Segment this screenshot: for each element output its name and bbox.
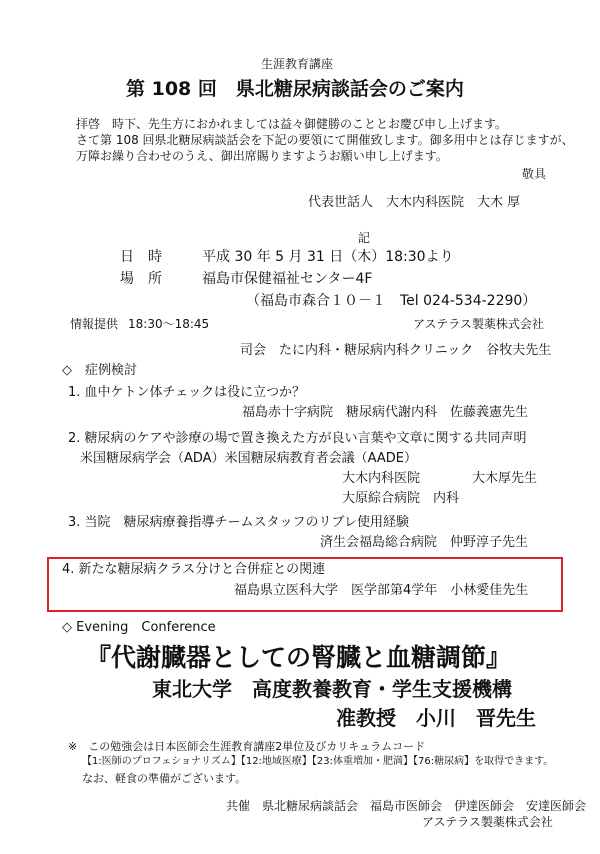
note-line-2: 【1:医師のプロフェショナリズム】【12:地域医療】【23:体重増加・肥満】【76:糖尿病】を取得できます。 xyxy=(82,756,554,767)
series-label: 生涯教育講座 xyxy=(261,57,334,71)
case-2-presenter-1-name: 大木厚先生 xyxy=(472,471,538,486)
case-2-subtitle: 米国糖尿病学会（ADA）米国糖尿病教育者会議（AADE） xyxy=(80,451,417,466)
case-1-presenter: 福島赤十字病院 糖尿病代謝内科 佐藤義憲先生 xyxy=(242,405,529,420)
greeting-line-3: 万障お繰り合わせのうえ、御出席賜りますようお願い申し上げます。 xyxy=(76,149,448,163)
address: （福島市森合１０－１ Tel 024-534-2290） xyxy=(246,293,537,309)
info-time: 18:30～18:45 xyxy=(128,317,210,331)
info-company: アステラス製薬株式会社 xyxy=(413,317,544,331)
case-4-title: 4. 新たな糖尿病クラス分けと合併症との関連 xyxy=(62,562,326,577)
greeting-closing: 敬具 xyxy=(522,167,547,181)
case-4-presenter: 福島県立医科大学 医学部第4学年 小林愛佳先生 xyxy=(234,583,529,598)
lecture-speaker: 准教授 小川 晋先生 xyxy=(336,706,536,730)
footer-company: アステラス製薬株式会社 xyxy=(422,815,553,829)
place-value: 福島市保健福祉センター4F xyxy=(202,271,373,287)
representative: 代表世話人 大木内科医院 大木 厚 xyxy=(308,195,521,210)
note-line-1: ※ この勉強会は日本医師会生涯教育講座2単位及びカリキュラムコード xyxy=(68,740,426,753)
section-evening-conference: ◇ Evening Conference xyxy=(62,620,216,635)
greeting-line-1: 拝啓 時下、先生方におかれましては益々御健勝のこととお慶び申し上げます。 xyxy=(76,117,508,131)
date-value: 平成 30 年 5 月 31 日（木）18:30より xyxy=(202,249,454,265)
lecture-title: 『代謝臓器としての腎臓と血糖調節』 xyxy=(86,643,512,672)
footer-cosponsors: 共催 県北糖尿病談話会 福島市医師会 伊達医師会 安達医師会 xyxy=(226,799,587,813)
chair: 司会 たに内科・糖尿病内科クリニック 谷牧夫先生 xyxy=(240,343,552,358)
date-label: 日 時 xyxy=(120,249,162,265)
case-1-title: 1. 血中ケトン体チェックは役に立つか？ xyxy=(68,385,306,400)
greeting-line-2: さて第 108 回県北糖尿病談話会を下記の要領にて開催致します。御多用中とは存じますが、 xyxy=(76,133,574,147)
info-label: 情報提供 xyxy=(70,317,119,331)
section-case-study: ◇ 症例検討 xyxy=(62,363,137,378)
page-title: 第 108 回 県北糖尿病談話会のご案内 xyxy=(126,78,464,100)
ki-marker: 記 xyxy=(358,231,371,245)
case-2-presenter-2: 大原綜合病院 内科 xyxy=(342,491,460,506)
place-label: 場 所 xyxy=(120,271,162,287)
note-line-3: なお、軽食の準備がございます。 xyxy=(82,772,247,785)
lecture-affiliation: 東北大学 高度教養教育・学生支援機構 xyxy=(152,677,512,701)
case-2-title: 2. 糖尿病のケアや診療の場で置き換えた方が良い言葉や文章に関する共同声明 xyxy=(68,431,527,446)
case-3-presenter: 済生会福島総合病院 仲野淳子先生 xyxy=(320,535,529,550)
case-2-presenter-1-org: 大木内科医院 xyxy=(342,471,421,486)
case-3-title: 3. 当院 糖尿病療養指導チームスタッフのリブレ使用経験 xyxy=(68,515,410,530)
